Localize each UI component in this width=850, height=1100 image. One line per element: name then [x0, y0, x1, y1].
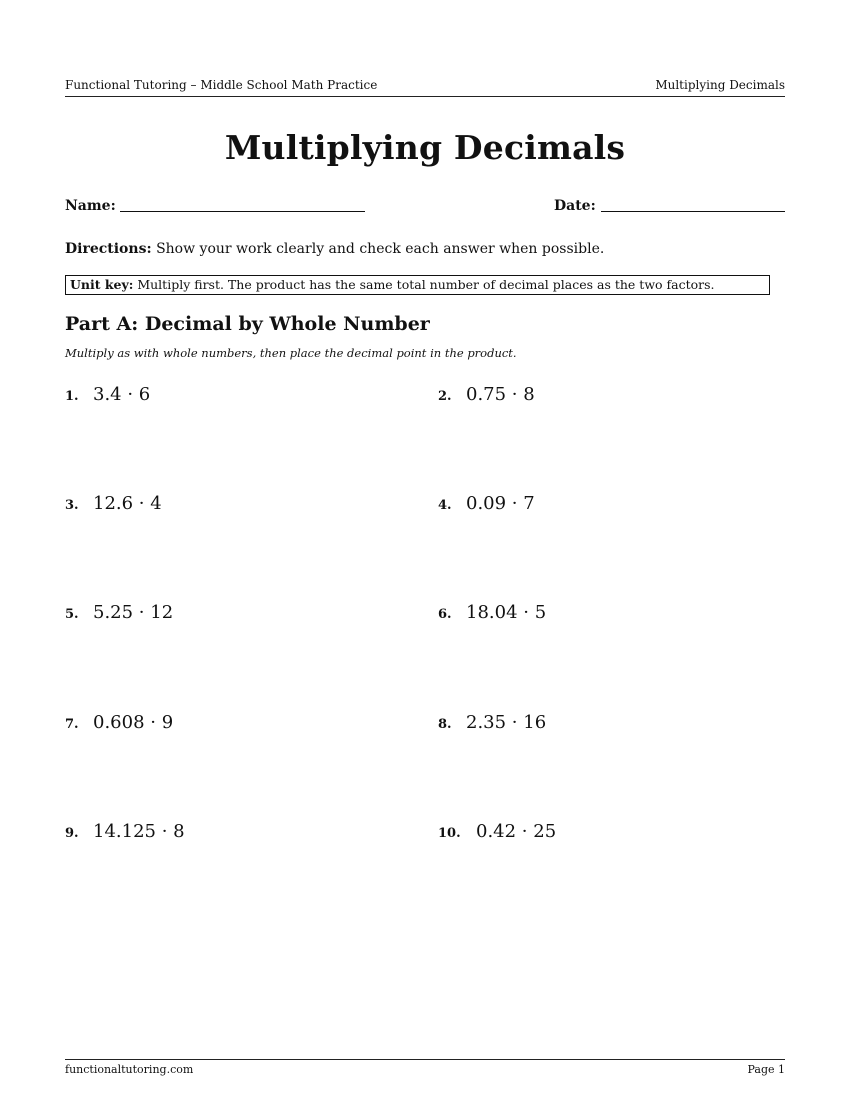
problem-7: [65, 712, 173, 733]
part-a-subtitle: Multiply as with whole numbers, then place the decimal point in the product.: [65, 346, 517, 360]
problem-expression: 0.608 · 9: [93, 712, 174, 733]
problem-9: [65, 821, 185, 842]
unit-key-box: [65, 275, 770, 295]
problem-number: 3.: [65, 498, 79, 513]
problem-expression: 14.125 · 8: [93, 821, 185, 842]
problem-expression: 18.04 · 5: [466, 602, 547, 623]
problem-number: 10.: [438, 826, 461, 841]
problem-expression: 5.25 · 12: [93, 602, 174, 623]
problem-8: [438, 712, 546, 733]
directions-text: Show your work clearly and check each answer when possible.: [151, 241, 605, 257]
problem-number: 8.: [438, 717, 452, 732]
problem-10: [438, 821, 556, 842]
footer-website: functionaltutoring.com: [65, 1063, 194, 1076]
problem-number: 1.: [65, 389, 79, 404]
problem-5: [65, 602, 173, 623]
page-footer: [65, 1059, 785, 1076]
name-line[interactable]: [120, 211, 365, 212]
problem-6: [438, 602, 546, 623]
header-course-title: Functional Tutoring – Middle School Math Practice: [65, 78, 378, 92]
worksheet-title: Multiplying Decimals: [224, 128, 626, 167]
date-label: Date:: [554, 198, 596, 214]
part-a-title: Part A: Decimal by Whole Number: [65, 313, 430, 335]
problem-number: 2.: [438, 389, 452, 404]
header-topic: Multiplying Decimals: [655, 78, 785, 92]
problem-expression: 3.4 · 6: [93, 384, 151, 405]
date-line[interactable]: [601, 211, 785, 212]
unit-key-label: Unit key:: [70, 277, 134, 292]
problem-number: 5.: [65, 607, 79, 622]
name-label: Name:: [65, 198, 116, 214]
problem-3: [65, 493, 162, 514]
directions: [65, 241, 604, 257]
page-header: [65, 78, 785, 97]
problem-number: 6.: [438, 607, 452, 622]
problem-4: [438, 493, 535, 514]
problem-expression: 0.75 · 8: [466, 384, 535, 405]
problem-number: 7.: [65, 717, 79, 732]
problem-expression: 12.6 · 4: [93, 493, 162, 514]
problem-number: 9.: [65, 826, 79, 841]
problem-number: 4.: [438, 498, 452, 513]
problem-expression: 0.42 · 25: [476, 821, 557, 842]
directions-label: Directions:: [65, 241, 152, 257]
footer-page-number: Page 1: [747, 1063, 785, 1076]
problem-1: [65, 384, 150, 405]
problem-expression: 2.35 · 16: [466, 712, 547, 733]
unit-key-text: Multiply first. The product has the same total number of decimal places as the two factors.: [133, 277, 715, 292]
problem-expression: 0.09 · 7: [466, 493, 535, 514]
problem-2: [438, 384, 535, 405]
